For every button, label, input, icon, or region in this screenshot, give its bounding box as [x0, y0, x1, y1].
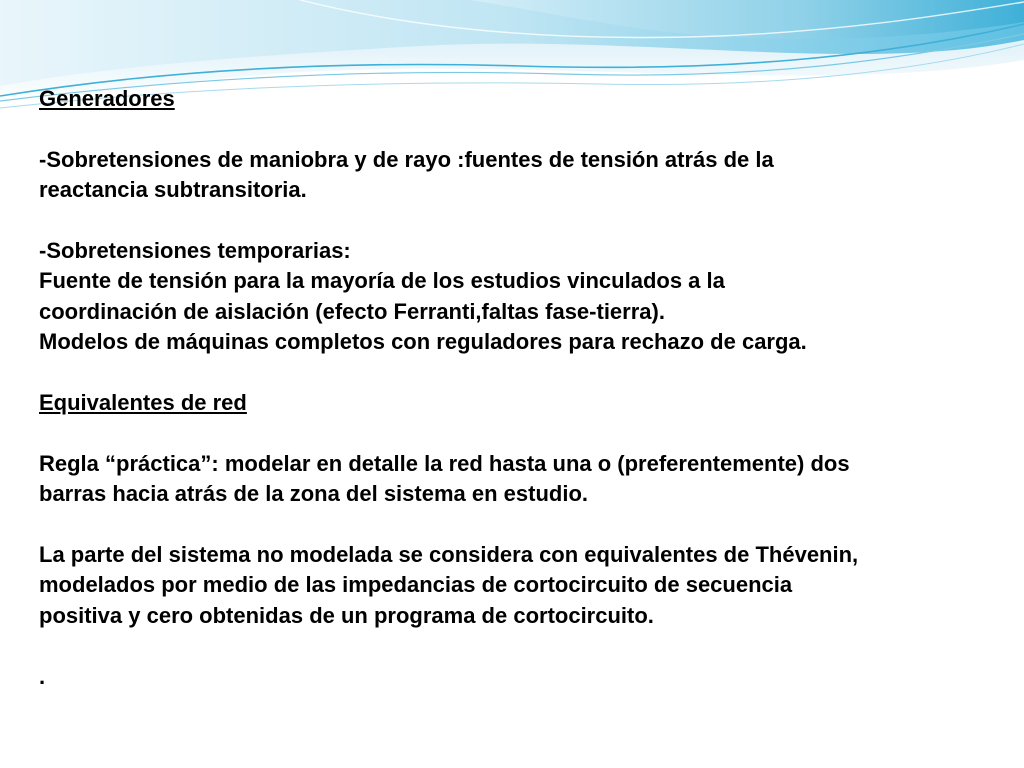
spacer [39, 510, 1014, 540]
spacer [39, 114, 1014, 144]
heading-equivalentes-de-red: Equivalentes de red [39, 390, 247, 416]
paragraph-line: Regla “práctica”: modelar en detalle la red hasta una o (preferentemente) dos [39, 450, 850, 476]
paragraph-line: positiva y cero obtenidas de un programa de cortocircuito. [39, 602, 654, 628]
trailing-period: . [39, 663, 46, 689]
paragraph-line: barras hacia atrás de la zona del sistema en estudio. [39, 481, 589, 507]
spacer [39, 358, 1014, 388]
spacer [39, 418, 1014, 448]
paragraph-line: modelados por medio de las impedancias de cortocircuito de secuencia [39, 572, 793, 598]
paragraph-line: Fuente de tensión para la mayoría de los estudios vinculados a la [39, 268, 725, 294]
paragraph-line: coordinación de aislación (efecto Ferranti,faltas fase-tierra). [39, 298, 665, 324]
paragraph-line: La parte del sistema no modelada se considera con equivalentes de Thévenin, [39, 542, 859, 568]
paragraph-line: -Sobretensiones temporarias: [39, 238, 351, 263]
heading-generadores: Generadores [39, 86, 175, 111]
paragraph-line: reactancia subtransitoria. [39, 177, 307, 203]
paragraph-line: Modelos de máquinas completos con reguladores para rechazo de carga. [39, 329, 807, 355]
slide-body [39, 84, 1014, 692]
paragraph-line: -Sobretensiones de maniobra y de rayo :fuentes de tensión atrás de la [39, 146, 774, 172]
spacer [39, 631, 1014, 661]
spacer [39, 206, 1014, 236]
